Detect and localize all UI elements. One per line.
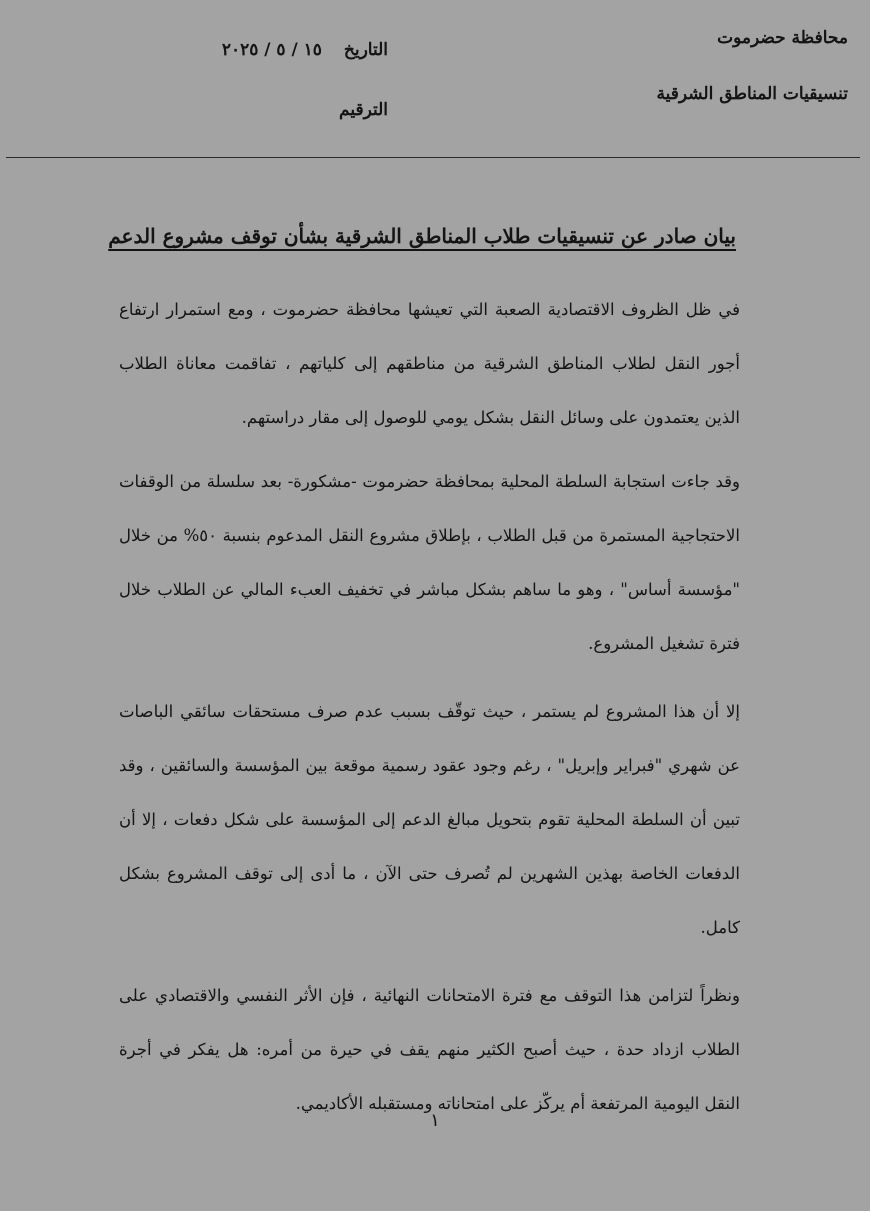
paragraph: وقد جاءت استجابة السلطة المحلية بمحافظة حضرموت -مشكورة- بعد سلسلة من الوقفات الاحتجاجية المستمرة من قبل الطلاب ، بإطلاق مشروع النقل المدعوم بنسبة ٥٠% من خلال "مؤسسة أساس" ، وهو ما ساهم بشكل مباشر في تخفيف العبء المالي عن الطلاب خلال فترة تشغيل المشروع. xyxy=(119,472,740,653)
document-title: بيان صادر عن تنسيقيات طلاب المناطق الشرقية بشأن توقف مشروع الدعم xyxy=(108,224,736,248)
document-body xyxy=(119,283,740,1145)
date-value: ١٥ / ٥ / ٢٠٢٥ xyxy=(221,40,322,60)
page-number: ١ xyxy=(430,1110,440,1131)
issuer-block xyxy=(528,28,848,104)
date-label: التاريخ xyxy=(343,40,388,60)
paragraph: ونظراً لتزامن هذا التوقف مع فترة الامتحانات النهائية ، فإن الأثر النفسي والاقتصادي على الطلاب ازداد حدة ، حيث أصبح الكثير منهم يقف في حيرة من أمره: هل يفكر في أجرة النقل اليومية المرتفعة أم يركّز على امتحاناته ومستقبله الأكاديمي. xyxy=(119,986,740,1113)
paragraph: في ظل الظروف الاقتصادية الصعبة التي تعيشها محافظة حضرموت ، ومع استمرار ارتفاع أجور النقل لطلاب المناطق الشرقية من مناطقهم إلى كلياتهم ، تفاقمت معاناة الطلاب الذين يعتمدون على وسائل النقل بشكل يومي للوصول إلى مقار دراستهم. xyxy=(119,300,740,427)
dept-name: تنسيقيات المناطق الشرقية xyxy=(656,84,848,104)
paragraph: إلا أن هذا المشروع لم يستمر ، حيث توقّف بسبب عدم صرف مستحقات سائقي الباصات عن شهري "فبراير وإبريل" ، رغم وجود عقود رسمية موقعة بين المؤسسة والسائقين ، وقد تبين أن السلطة المحلية تقوم بتحويل مبالغ الدعم إلى المؤسسة على شكل دفعات ، إلا أن الدفعات الخاصة بهذين الشهرين لم تُصرف حتى الآن ، ما أدى إلى توقف المشروع بشكل كامل. xyxy=(119,702,740,937)
date-row xyxy=(88,40,388,72)
header-divider xyxy=(6,157,860,158)
date-ref-block xyxy=(88,40,388,120)
reference-label: الترقيم xyxy=(339,100,388,120)
org-name: محافظة حضرموت xyxy=(717,28,848,48)
